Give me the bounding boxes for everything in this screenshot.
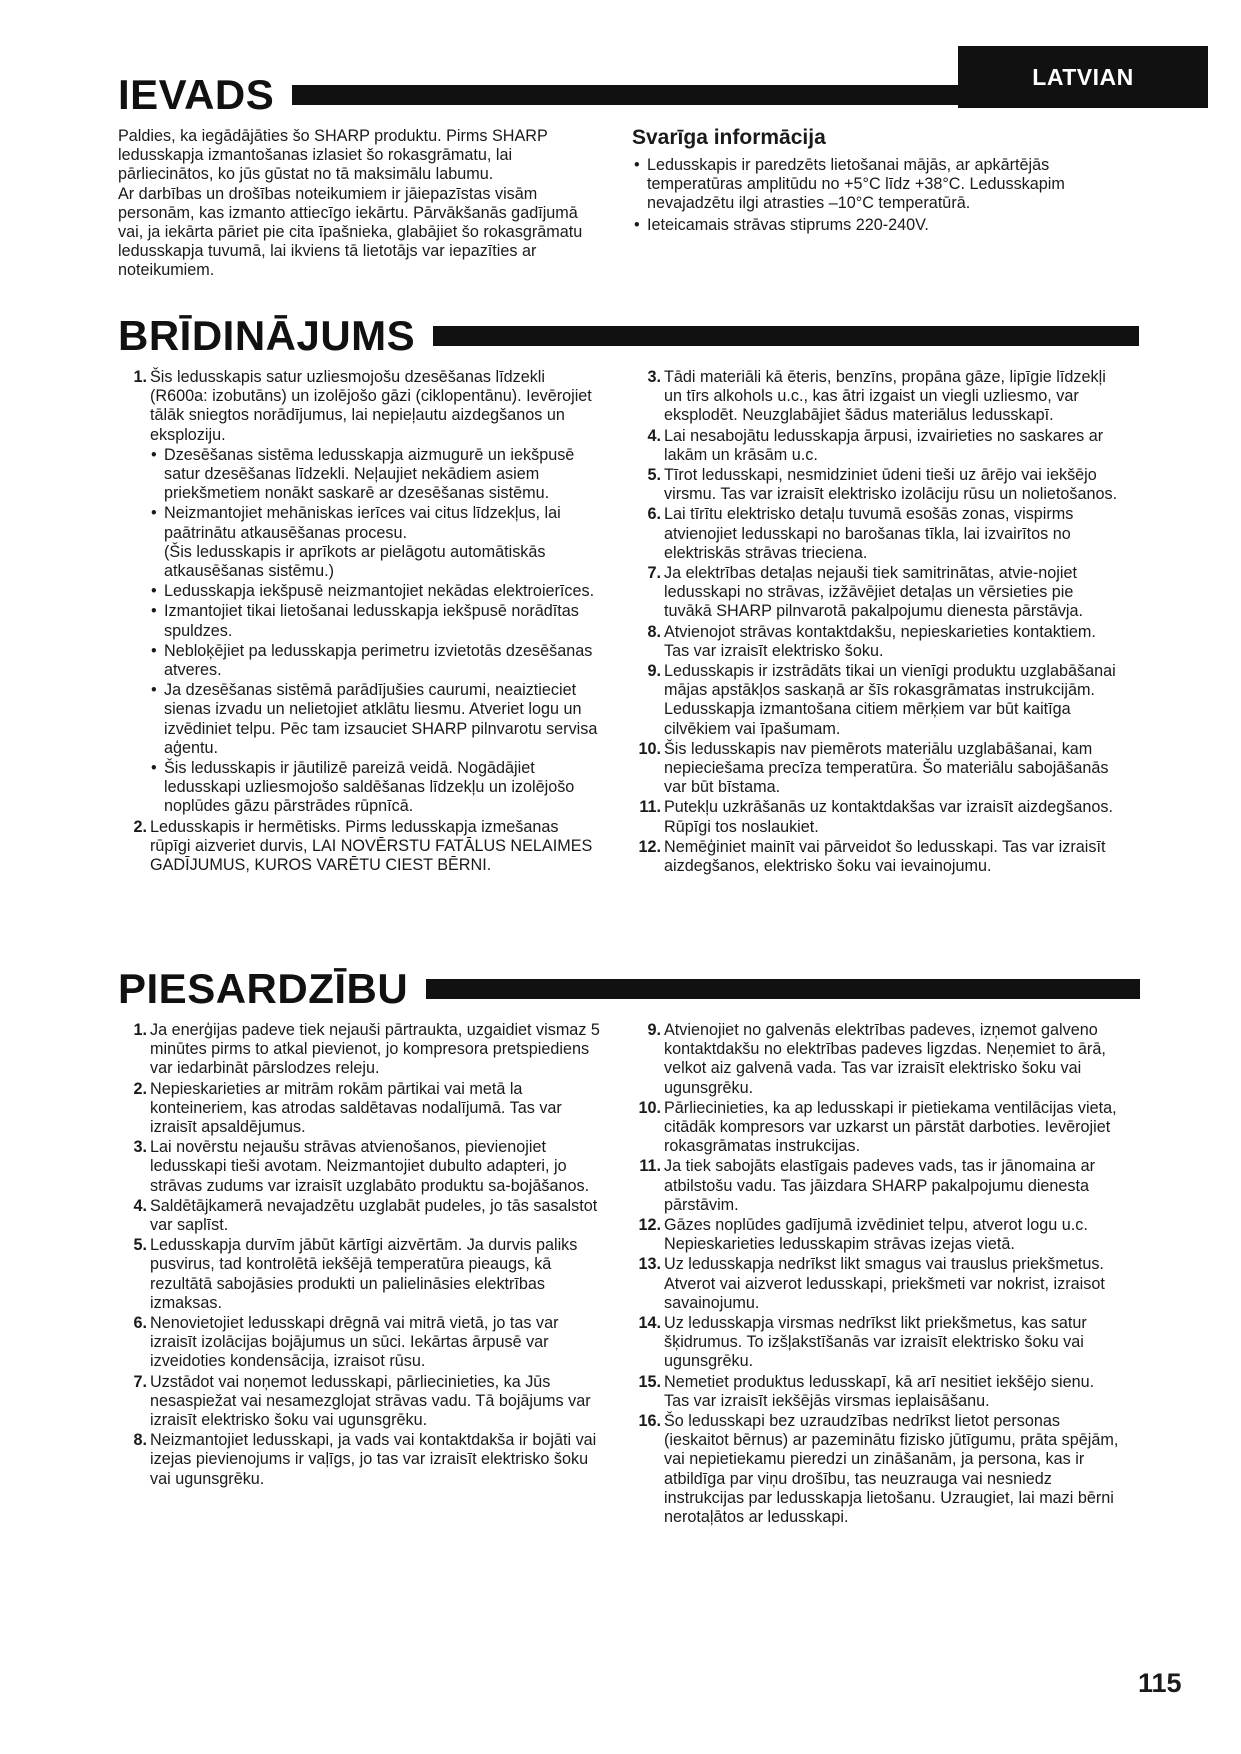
precaution-item: [118, 1021, 602, 1079]
warning-list-right: [632, 368, 1120, 876]
item-text: Šis ledusskapis nav piemērots materiālu uzglabāšanai, kam nepieciešama precīza temperatūra. Šo materiālu sabojāšanās var būt bīstama.: [664, 739, 1109, 797]
ievads-title: IEVADS: [118, 71, 275, 118]
item-text: Nemetiet produktus ledusskapī, kā arī nesitiet iekšējo sienu. Tas var izraisīt iekšējās virsmas ieplaisāšanu.: [664, 1372, 1095, 1410]
precaution-item: [632, 1314, 1120, 1372]
item-text: Nemēģiniet mainīt vai pārveidot šo ledusskapi. Tas var izraisīt aizdegšanos, elektrisko šoku vai ievainojumu.: [664, 837, 1106, 876]
item-text: Tādi materiāli kā ēteris, benzīns, propāna gāze, lipīgie līdzekļi un tīrs alkohols u.c., kas ātri izgaist un viegli uzliesmo, var eksplodēt. Neuzglabājiet šādus materiālus ledusskapī.: [664, 368, 1106, 425]
sub-bullet: • Izmantojiet tikai lietošanai ledusskapja iekšpusē norādītas spuldzes.: [150, 602, 602, 640]
item-number: 2.: [133, 1079, 147, 1098]
piesardzibu-heading: [118, 965, 1140, 1012]
item-text: Uz ledusskapja nedrīkst likt smagus vai trauslus priekšmetus. Atverot vai aizverot ledusskapi, priekšmeti var nokrist, izraisot savainojumu.: [664, 1255, 1105, 1312]
item-number: 1.: [133, 1021, 147, 1039]
item-text: Ledusskapis ir hermētisks. Pirms ledusskapja izmešanas rūpīgi aizveriet durvis, LAI NOVĒRSTU FATĀLUS NELAIMES GADĪJUMUS, KUROS VARĒTU CIEST BĒRNI.: [150, 817, 593, 875]
item-number: 5.: [647, 466, 661, 485]
item-text: Saldētājkamerā nevajadzētu uzglabāt pudeles, jo tās sasalstot var saplīst.: [150, 1196, 598, 1235]
sub-bullet: • Dzesēšanas sistēma ledusskapja aizmugurē un iekšpusē satur dzesēšanas līdzekli. Neļaujiet nekādiem asiem priekšmetiem nonākt saskarē ar dzesēšanas sistēmu.: [150, 446, 602, 504]
item-number: 8.: [133, 1431, 147, 1450]
warning-column-right: [632, 368, 1120, 877]
item-number: 1.: [133, 368, 147, 386]
item-number: 3.: [647, 368, 661, 386]
precaution-item: [118, 1138, 602, 1196]
item-text: Ledusskapja durvīm jābūt kārtīgi aizvērtām. Ja durvis paliks pusvirus, tad kontrolētā iekšējā temperatūra pieaugs, kā rezultātā sabojāsies produkti un palielināsies elektrības izmaksas.: [150, 1236, 578, 1312]
heading-rule: [426, 979, 1140, 999]
item-text: Ja enerģijas padeve tiek nejauši pārtraukta, uzgaidiet vismaz 5 minūtes pirms to atkal pievienot, jo kompresora pretspiediens var iedarbināt pārslodzes releju.: [150, 1021, 600, 1078]
warning-list-left: [118, 368, 602, 875]
item-text: Nenovietojiet ledusskapi drēgnā vai mitrā vietā, jo tas var izraisīt izolācijas bojājumus un sūci. Iekārtas ārpusē var izveidoties kondensācija, izraisot rūsu.: [150, 1314, 559, 1371]
item-number: 9.: [647, 1021, 661, 1039]
item-number: 16.: [638, 1412, 661, 1431]
item-text: Putekļu uzkrāšanās uz kontaktdakšas var izraisīt aizdegšanos. Rūpīgi tos noslaukiet.: [664, 798, 1113, 836]
precaution-item: [632, 1216, 1120, 1254]
item-number: 3.: [133, 1138, 147, 1157]
precaution-list-left: [118, 1021, 602, 1489]
precaution-item: [118, 1314, 602, 1372]
piesardzibu-title: PIESARDZĪBU: [118, 965, 409, 1012]
sub-bullet: [150, 504, 602, 581]
ievads-intro: [118, 127, 602, 281]
intro-paragraph: Ar darbības un drošības noteikumiem ir jāiepazīstas visām personām, kas izmanto attiecīgo iekārtu. Pārvākšanās gadījumā vai, ja iekārta pāriet pie cita īpašnieka, glabājiet šo rokasgrāmatu ledusskapja tuvumā, lai ikviens tā lietotājs var iepazīties ar noteikumiem.: [118, 184, 583, 280]
precaution-item: [118, 1431, 602, 1489]
precaution-item: [632, 1255, 1120, 1313]
item-text: Šo ledusskapi bez uzraudzības nedrīkst lietot personas (ieskaitot bērnus) ar pazeminātu fizisko jūtīgumu, prāta spējām, vai nepietiekamu pieredzi un zināšanām, ja persona, kas ir atbildīga par viņu drošību, tas neuzrauga vai nesniedz instrukcijas par ledusskapja lietošanu. Uzraugiet, lai mazi bērni nerotaļātos ar ledusskapi.: [664, 1412, 1119, 1527]
precaution-item: [118, 1080, 602, 1138]
precaution-list-right: [632, 1021, 1120, 1527]
important-info: [632, 126, 1120, 237]
item-number: 7.: [647, 564, 661, 583]
item-text: Ja tiek sabojāts elastīgais padeves vads, tas ir jānomaina ar atbilstošu vadu. Tas jāizdara SHARP pakalpojumu dienesta pārstāvim.: [664, 1157, 1096, 1214]
item-number: 11.: [639, 1157, 661, 1176]
precaution-item: [118, 1236, 602, 1313]
item-number: 4.: [133, 1196, 147, 1215]
item-text: Uzstādot vai noņemot ledusskapi, pārliecinieties, ka Jūs nesaspiežat vai nesamezglojat strāvas vadu. Tā bojājums var izraisīt elektrisko šoku vai ugunsgrēku.: [150, 1372, 591, 1430]
item-text: Neizmantojiet ledusskapi, ja vads vai kontaktdakša ir bojāti vai izejas pievienojums ir vaļīgs, jo tas var izraisīt elektrisko šoku vai ugunsgrēku.: [150, 1431, 597, 1488]
important-info-title: Svarīga informācija: [632, 126, 826, 149]
item-text: Pārliecinieties, ka ap ledusskapi ir pietiekama ventilācijas vieta, citādāk kompresors var uzkarst un pārstāt darboties. Ievērojiet rokasgrāmatas instrukcijas.: [664, 1098, 1117, 1156]
item-number: 2.: [133, 817, 147, 836]
warning-item: [632, 798, 1120, 836]
precaution-item: [632, 1373, 1120, 1411]
item-number: 12.: [638, 837, 661, 856]
item-number: 7.: [133, 1372, 147, 1391]
item-text: Atvienojiet no galvenās elektrības padeves, izņemot galveno kontaktdakšu no elektrības padeves ligzdas. Neņemiet to ārā, velkot aiz galvenā vada. Tas var izraisīt elektrisko šoku vai ugunsgrēku.: [664, 1021, 1106, 1097]
precaution-item: [632, 1412, 1120, 1527]
warning-item: [632, 838, 1120, 876]
item-number: 6.: [647, 505, 661, 524]
heading-rule: [433, 326, 1139, 346]
precaution-item: [118, 1373, 602, 1431]
warning-column-left: [118, 368, 602, 876]
bridinajums-title: BRĪDINĀJUMS: [118, 312, 416, 359]
item-number: 5.: [133, 1236, 147, 1255]
item-text: Nepieskarieties ar mitrām rokām pārtikai vai metā la konteineriem, kas atrodas saldētavas nodalījumā. Tas var izraisīt apsaldējumus.: [150, 1079, 562, 1137]
heading-rule: [292, 85, 958, 105]
item-text: Tīrot ledusskapi, nesmidziniet ūdeni tieši uz ārējo vai iekšējo virsmu. Tas var izraisīt elektrisko izolāciju rūsu un nolietošanos.: [664, 466, 1118, 504]
sub-bullet: • Ja dzesēšanas sistēmā parādījušies caurumi, neaiztieciet sienas izvadu un nelietojiet atklātu liesmu. Atveriet logu un izvēdiniet telpu. Pēc tam izsauciet SHARP pilnvarotu servisa aģentu.: [150, 681, 602, 758]
important-info-list: [632, 156, 1120, 235]
sub-bullet: • Ledusskapja iekšpusē neizmantojiet nekādas elektroierīces.: [150, 582, 602, 601]
precaution-column-left: [118, 1021, 602, 1490]
item-text: Lai tīrītu elektrisko detaļu tuvumā esošās zonas, vispirms atvienojiet ledusskapi no barošanas tīkla, lai izvairītos no elektriskās strāvas trieciena.: [664, 505, 1074, 562]
item-text: Ledusskapis ir izstrādāts tikai un vienīgi produktu uzglabāšanai mājas apstākļos saskaņā ar šīs rokasgrāmatas instrukcijām. Ledusskapja izmantošana citiem mērķiem var būt kaitīga cilvēkiem vai īpašumam.: [664, 662, 1116, 738]
defrost-note: (Šis ledusskapis ir aprīkots ar pielāgotu automātiskās atkausēšanas sistēmu.): [164, 542, 546, 581]
warning-item: [632, 466, 1120, 504]
precaution-item: [632, 1099, 1120, 1157]
item-text: Gāzes noplūdes gadījumā izvēdiniet telpu, atverot logu u.c. Nepieskarieties ledusskapim strāvas izejas vietā.: [664, 1216, 1088, 1254]
warning-item: [632, 623, 1120, 661]
info-bullet: • Ledusskapis ir paredzēts lietošanai mājās, ar apkārtējās temperatūras amplitūdu no +5°C līdz +38°C. Ledusskapim nevajadzētu ilgi atrasties –10°C temperatūrā.: [632, 156, 1120, 214]
precaution-item: [118, 1197, 602, 1235]
ievads-heading: [118, 71, 958, 118]
item-text: Atvienojot strāvas kontaktdakšu, nepieskarieties kontaktiem. Tas var izraisīt elektrisko šoku.: [664, 622, 1096, 660]
warning-item: [632, 368, 1120, 426]
precaution-item: [632, 1021, 1120, 1098]
precaution-item: [632, 1157, 1120, 1215]
warning-item: [632, 662, 1120, 739]
sub-bullet: • Nebloķējiet pa ledusskapja perimetru izvietotās dzesēšanas atveres.: [150, 642, 602, 680]
page-number: 115: [1138, 1668, 1182, 1698]
item-number: 4.: [647, 426, 661, 445]
item-number: 11.: [639, 798, 661, 817]
item-text: Uz ledusskapja virsmas nedrīkst likt priekšmetus, kas satur šķidrumus. To izšļakstīšanās var izraisīt elektrisko šoku vai ugunsgrēku.: [664, 1314, 1087, 1371]
item-number: 10.: [638, 739, 661, 758]
sub-bullet: • Šis ledusskapis ir jāutilizē pareizā veidā. Nogādājiet ledusskapi uzliesmojošo saldēšanas līdzekļu un izolējošo noplūdes gāzu pārstrādes rūpnīcā.: [150, 759, 602, 817]
item-text: Lai nesabojātu ledusskapja ārpusi, izvairieties no saskares ar lakām un krāsām u.c.: [664, 426, 1104, 464]
warning-item: [118, 368, 602, 817]
warning-item: [118, 818, 602, 876]
warning-item: [632, 427, 1120, 465]
sub-bullet-text: Neizmantojiet mehāniskas ierīces vai citus līdzekļus, lai paātrinātu atkausēšanas procesu.: [164, 504, 561, 542]
warning-item: [632, 564, 1120, 622]
intro-paragraph: Paldies, ka iegādājāties šo SHARP produktu. Pirms SHARP ledusskapja izmantošanas izlasiet šo rokasgrāmatu, lai pārliecinātos, ko jūs gūstat no tā maksimālu labumu.: [118, 127, 548, 184]
item-number: 12.: [638, 1216, 661, 1235]
item-number: 8.: [647, 622, 661, 641]
item-text: Ja elektrības detaļas nejauši tiek samitrinātas, atvie-nojiet ledusskapi no strāvas, izžāvējiet detaļas un vērsieties pie tuvākā SHARP pilnvarotā pakalpojumu dienesta pārstāvja.: [664, 564, 1084, 621]
item-number: 15.: [638, 1372, 661, 1391]
language-tab: [958, 46, 1208, 108]
item-number: 13.: [638, 1255, 661, 1274]
warning-item: [632, 740, 1120, 798]
warning-sub-list: [150, 446, 602, 817]
item-number: 14.: [638, 1314, 661, 1333]
item-number: 10.: [638, 1098, 661, 1117]
precaution-column-right: [632, 1021, 1120, 1528]
info-bullet: • Ieteicamais strāvas stiprums 220-240V.: [632, 216, 1120, 235]
item-number: 9.: [647, 662, 661, 681]
item-text: Šis ledusskapis satur uzliesmojošu dzesēšanas līdzekli (R600a: izobutāns) un izolējošo gāzi (ciklopentānu). Ievērojiet tālāk sniegtos norādījumus, lai nepieļautu aizdegšanos un eksploziju.: [150, 368, 592, 444]
warning-item: [632, 505, 1120, 563]
language-label: LATVIAN: [1032, 63, 1134, 90]
item-number: 6.: [133, 1314, 147, 1333]
item-text: Lai novērstu nejaušu strāvas atvienošanos, pievienojiet ledusskapi tieši avotam. Neizmantojiet dubulto adapteri, jo strāvas zudums var izraisīt uzglabāto produktu sa-bojāšanos.: [150, 1138, 590, 1195]
bridinajums-heading: [118, 312, 1139, 359]
